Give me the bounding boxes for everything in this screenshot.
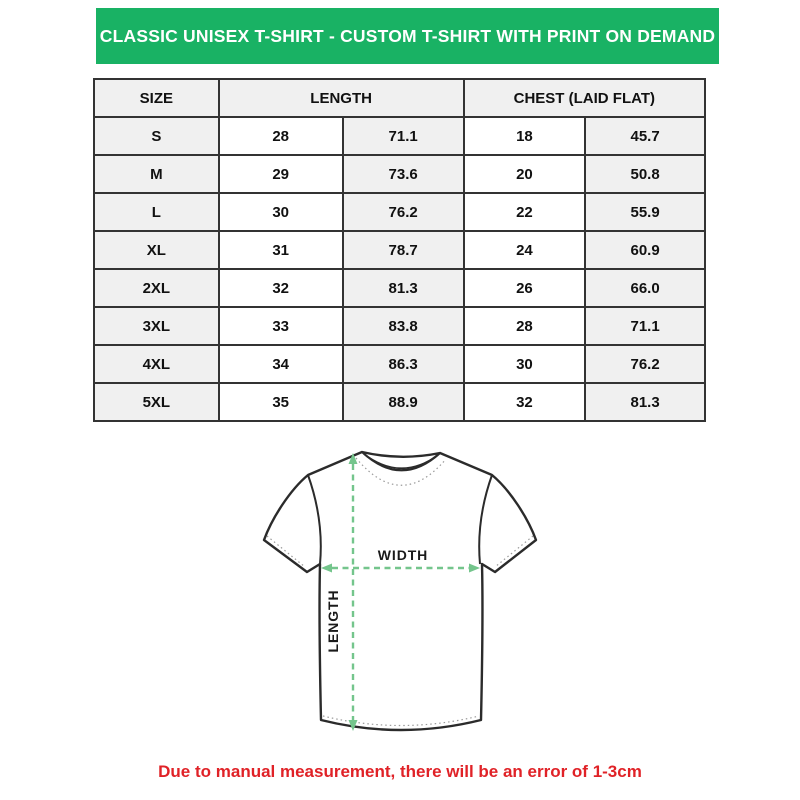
- table-row: [94, 345, 705, 383]
- chest-in-cell: 28: [464, 307, 586, 345]
- table-row: [94, 117, 705, 155]
- chest-in-cell: 22: [464, 193, 586, 231]
- table-row: [94, 307, 705, 345]
- length-cm-cell: 73.6: [343, 155, 464, 193]
- table-row: [94, 269, 705, 307]
- table-row: [94, 155, 705, 193]
- size-chart: [93, 78, 706, 422]
- size-cell: 4XL: [94, 345, 219, 383]
- length-cm-cell: 71.1: [343, 117, 464, 155]
- chest-in-cell: 32: [464, 383, 586, 421]
- length-in-cell: 34: [219, 345, 343, 383]
- column-header-length: LENGTH: [219, 79, 464, 117]
- chest-cm-cell: 55.9: [585, 193, 705, 231]
- length-in-cell: 32: [219, 269, 343, 307]
- tshirt-outline-icon: [264, 452, 536, 730]
- length-cm-cell: 78.7: [343, 231, 464, 269]
- chest-cm-cell: 81.3: [585, 383, 705, 421]
- size-cell: 5XL: [94, 383, 219, 421]
- table-row: [94, 231, 705, 269]
- chest-cm-cell: 50.8: [585, 155, 705, 193]
- length-in-cell: 31: [219, 231, 343, 269]
- chest-cm-cell: 66.0: [585, 269, 705, 307]
- chest-in-cell: 30: [464, 345, 586, 383]
- length-cm-cell: 86.3: [343, 345, 464, 383]
- width-label: WIDTH: [377, 547, 429, 563]
- length-cm-cell: 88.9: [343, 383, 464, 421]
- chest-cm-cell: 71.1: [585, 307, 705, 345]
- measurement-error-note: Due to manual measurement, there will be an error of 1-3cm: [158, 762, 642, 781]
- column-header-size: SIZE: [94, 79, 219, 117]
- size-cell: 3XL: [94, 307, 219, 345]
- chest-cm-cell: 76.2: [585, 345, 705, 383]
- chest-in-cell: 18: [464, 117, 586, 155]
- chest-cm-cell: 45.7: [585, 117, 705, 155]
- length-in-cell: 33: [219, 307, 343, 345]
- size-cell: S: [94, 117, 219, 155]
- size-cell: 2XL: [94, 269, 219, 307]
- length-in-cell: 29: [219, 155, 343, 193]
- length-label: LENGTH: [325, 589, 341, 653]
- chest-cm-cell: 60.9: [585, 231, 705, 269]
- tshirt-diagram-svg: [250, 440, 550, 760]
- chest-in-cell: 20: [464, 155, 586, 193]
- size-cell: M: [94, 155, 219, 193]
- length-in-cell: 35: [219, 383, 343, 421]
- table-row: [94, 383, 705, 421]
- column-header-chest: CHEST (LAID FLAT): [464, 79, 705, 117]
- size-cell: L: [94, 193, 219, 231]
- table-header-row: [94, 79, 705, 117]
- length-cm-cell: 83.8: [343, 307, 464, 345]
- length-cm-cell: 76.2: [343, 193, 464, 231]
- length-cm-cell: 81.3: [343, 269, 464, 307]
- title-banner: [96, 8, 719, 64]
- tshirt-measurement-diagram: [250, 440, 550, 760]
- page-title: CLASSIC UNISEX T-SHIRT - CUSTOM T-SHIRT WITH PRINT ON DEMAND: [99, 25, 716, 46]
- chest-in-cell: 24: [464, 231, 586, 269]
- size-cell: XL: [94, 231, 219, 269]
- size-table: [93, 78, 706, 422]
- length-in-cell: 28: [219, 117, 343, 155]
- table-row: [94, 193, 705, 231]
- chest-in-cell: 26: [464, 269, 586, 307]
- length-in-cell: 30: [219, 193, 343, 231]
